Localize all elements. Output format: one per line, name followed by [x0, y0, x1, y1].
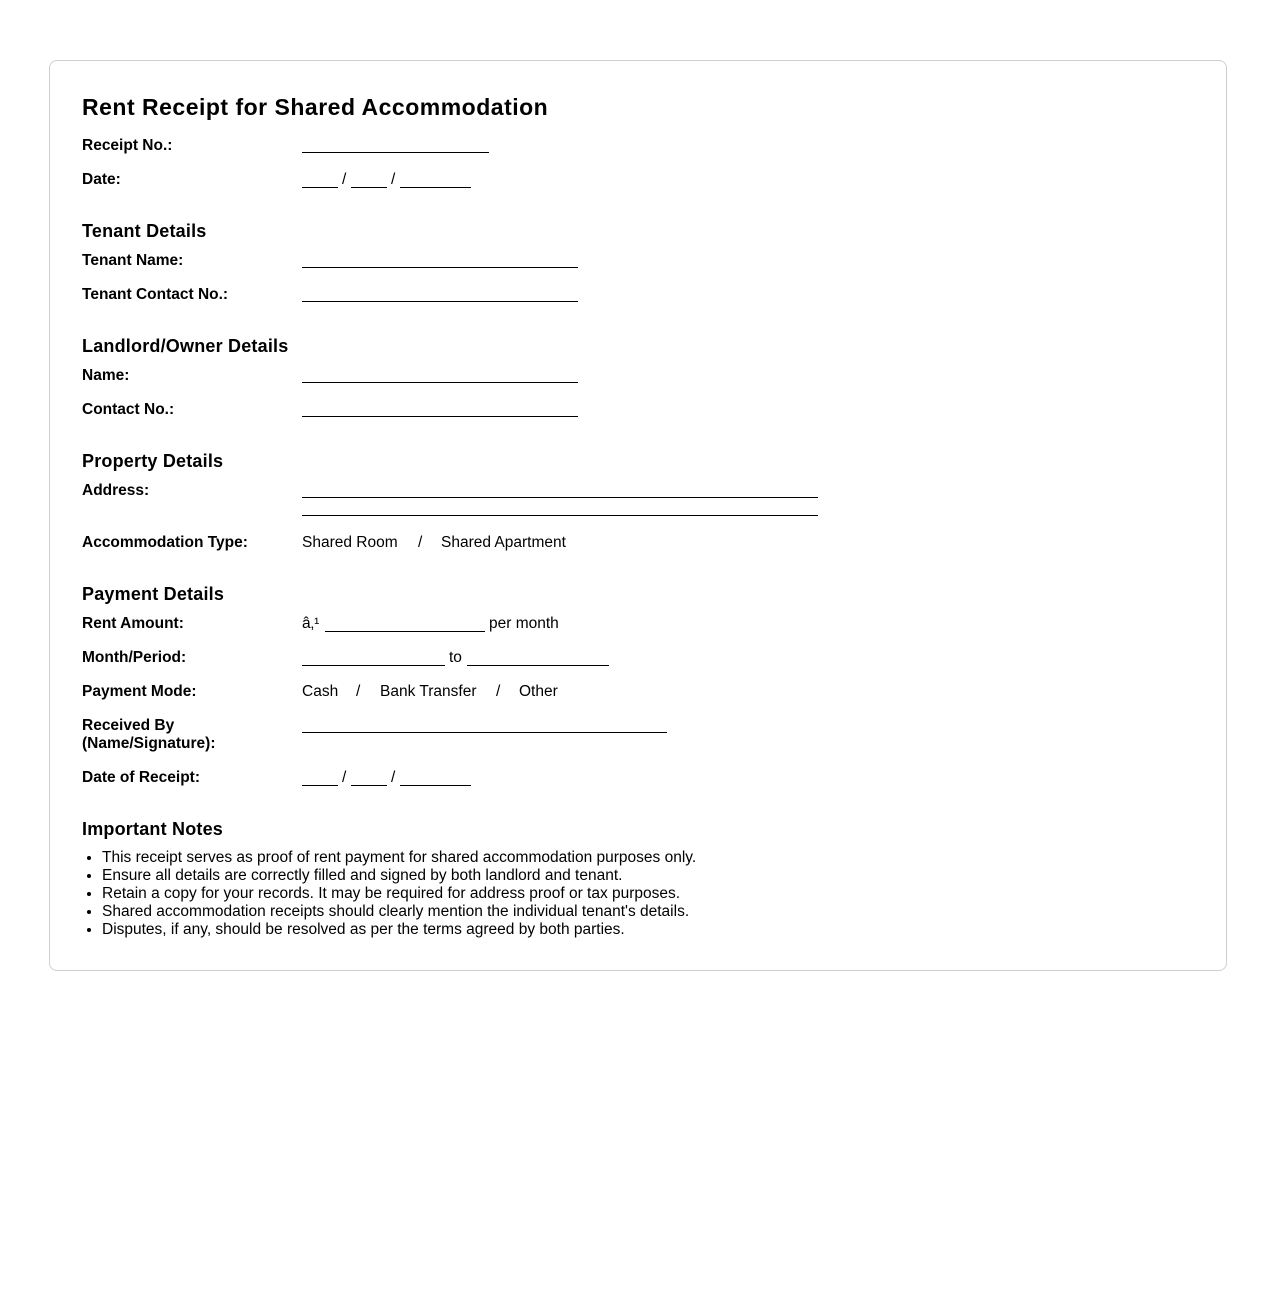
document-title: Rent Receipt for Shared Accommodation: [82, 94, 549, 120]
important-notes-heading: Important Notes: [82, 819, 224, 839]
per-month-text: per month: [489, 615, 559, 632]
receipt-date-year-field[interactable]: [400, 785, 471, 786]
accommodation-option-shared-room: Shared Room: [302, 534, 398, 551]
date-label: Date:: [82, 171, 121, 188]
received-by-sublabel: (Name/Signature):: [82, 735, 216, 752]
date-of-receipt-label: Date of Receipt:: [82, 769, 200, 786]
note-item: • This receipt serves as proof of rent payment for shared accommodation purposes only.: [102, 849, 696, 867]
address-field-line-2[interactable]: [302, 515, 818, 516]
tenant-contact-field[interactable]: [302, 301, 578, 302]
rent-amount-label: Rent Amount:: [82, 615, 184, 632]
landlord-contact-field[interactable]: [302, 416, 578, 417]
receipt-no-label: Receipt No.:: [82, 137, 173, 154]
receipt-date-separator-1: /: [342, 769, 347, 786]
payment-mode-separator-1: /: [356, 683, 361, 700]
period-to-field[interactable]: [467, 665, 609, 666]
payment-mode-bank-transfer: Bank Transfer: [380, 683, 477, 700]
payment-mode-cash: Cash: [302, 683, 339, 700]
period-to-text: to: [449, 649, 462, 666]
received-by-label: Received By: [82, 717, 175, 734]
receipt-date-day-field[interactable]: [302, 785, 338, 786]
rent-amount-field[interactable]: [325, 631, 485, 632]
tenant-details-heading: Tenant Details: [82, 221, 207, 241]
receipt-date-separator-2: /: [391, 769, 396, 786]
note-item: • Shared accommodation receipts should clearly mention the individual tenant's details.: [102, 903, 696, 921]
date-day-field[interactable]: [302, 187, 338, 188]
payment-mode-label: Payment Mode:: [82, 683, 197, 700]
payment-mode-other: Other: [519, 683, 558, 700]
landlord-details-heading: Landlord/Owner Details: [82, 336, 289, 356]
receipt-date-month-field[interactable]: [351, 785, 387, 786]
accommodation-option-shared-apartment: Shared Apartment: [441, 534, 566, 551]
payment-mode-separator-2: /: [496, 683, 501, 700]
date-separator-1: /: [342, 171, 347, 188]
currency-symbol: â‚¹: [302, 615, 320, 632]
property-details-heading: Property Details: [82, 451, 224, 471]
tenant-name-label: Tenant Name:: [82, 252, 184, 269]
period-from-field[interactable]: [302, 665, 445, 666]
month-period-label: Month/Period:: [82, 649, 187, 666]
date-month-field[interactable]: [351, 187, 387, 188]
receipt-no-field[interactable]: [302, 152, 489, 153]
address-field-line-1[interactable]: [302, 497, 818, 498]
tenant-name-field[interactable]: [302, 267, 578, 268]
landlord-contact-label: Contact No.:: [82, 401, 175, 418]
date-separator-2: /: [391, 171, 396, 188]
address-label: Address:: [82, 482, 150, 499]
notes-list: [82, 849, 696, 939]
landlord-name-field[interactable]: [302, 382, 578, 383]
landlord-name-label: Name:: [82, 367, 130, 384]
accommodation-option-separator: /: [418, 534, 423, 551]
received-by-field[interactable]: [302, 732, 667, 733]
note-item: • Retain a copy for your records. It may be required for address proof or tax purposes.: [102, 885, 696, 903]
accommodation-type-label: Accommodation Type:: [82, 534, 248, 551]
tenant-contact-label: Tenant Contact No.:: [82, 286, 229, 303]
payment-details-heading: Payment Details: [82, 584, 225, 604]
note-item: • Ensure all details are correctly filled and signed by both landlord and tenant.: [102, 867, 696, 885]
note-item: • Disputes, if any, should be resolved as per the terms agreed by both parties.: [102, 921, 696, 939]
date-year-field[interactable]: [400, 187, 471, 188]
